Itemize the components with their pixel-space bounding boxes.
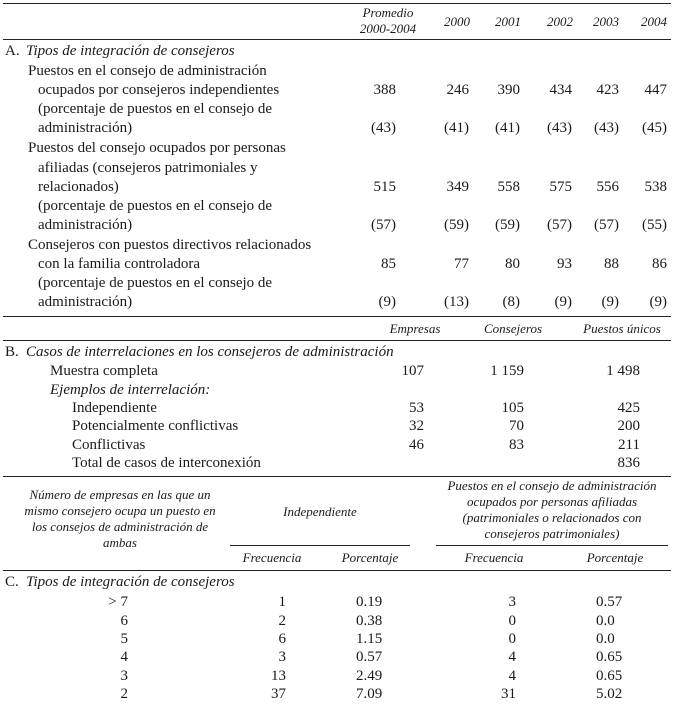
porcentaje-independiente: 1.15 — [356, 631, 383, 647]
interrelacion-label: Independiente — [72, 400, 157, 416]
porcentaje-afiliadas: 0.57 — [596, 594, 623, 610]
section-b-letter: B. — [5, 344, 19, 360]
porcentaje-independiente: 7.09 — [356, 686, 383, 702]
part1-value-cell: 434 — [549, 82, 572, 98]
row4-label-line1: (porcentaje de puestos en el consejo de — [38, 198, 273, 214]
interrelacion-label: Conflictivas — [72, 437, 146, 453]
part1-value-cell: 390 — [497, 82, 520, 98]
total-value: 836 — [617, 455, 640, 471]
row6-label-line1: (porcentaje de puestos en el consejo de — [38, 275, 273, 291]
frecuencia-independiente: 1 — [278, 594, 286, 610]
part1-value-cell: 88 — [604, 256, 619, 272]
row4-label-line2: administración) — [38, 217, 133, 233]
year-header-2002: 2002 — [547, 14, 573, 29]
part1-value-cell: 538 — [644, 179, 667, 195]
year-header-2000: 2000 — [444, 14, 470, 29]
interrelacion-empresas: 32 — [409, 418, 424, 434]
interrelacion-consejeros: 105 — [501, 400, 524, 416]
subheader-porcentaje-1: Porcentaje — [341, 550, 399, 565]
part1-value-cell: 80 — [505, 256, 520, 272]
count-label: 6 — [120, 613, 128, 629]
part1-value-cell: 246 — [446, 82, 469, 98]
part1-value-cell: (43) — [594, 120, 619, 136]
top-rule — [3, 3, 671, 4]
porcentaje-afiliadas: 5.02 — [596, 686, 623, 702]
porcentaje-independiente: 2.49 — [356, 668, 383, 684]
frecuencia-afiliadas: 3 — [508, 594, 516, 610]
group2-underline — [436, 545, 668, 546]
frecuencia-afiliadas: 4 — [508, 649, 516, 665]
part1-value-cell: (57) — [371, 217, 396, 233]
porcentaje-afiliadas: 0.0 — [596, 613, 615, 629]
muestra-empresas: 107 — [401, 363, 424, 379]
part1-value-cell: (57) — [547, 217, 572, 233]
header-independiente: Independiente — [283, 504, 357, 519]
part1-value-cell: (57) — [594, 217, 619, 233]
section-b-title: Casos de interrelaciones en los consejeros de administración — [26, 344, 394, 360]
row5-label-line2: con la familia controladora — [38, 256, 201, 272]
part1-value-cell: 349 — [446, 179, 469, 195]
interrelacion-consejeros: 70 — [509, 418, 524, 434]
porcentaje-afiliadas: 0.65 — [596, 668, 623, 684]
part3-header-rule — [3, 570, 671, 571]
part1-value-cell: (8) — [502, 294, 520, 310]
total-label: Total de casos de interconexión — [72, 455, 261, 471]
part1-value-cell: (59) — [495, 217, 520, 233]
header-puestos-unicos: Puestos únicos — [583, 321, 661, 336]
header-afiliadas: Puestos en el consejo de administración ocupados por personas afiliadas (patrimoniales o relacionados con consejeros patrimoniales) — [447, 478, 657, 541]
part1-value-cell: (9) — [378, 294, 396, 310]
part1-value-cell: 556 — [596, 179, 619, 195]
interrelacion-puestos: 425 — [617, 400, 640, 416]
count-label: > 7 — [108, 594, 128, 610]
row6-label-line2: administración) — [38, 294, 133, 310]
part1-value-cell: 558 — [497, 179, 520, 195]
ejemplos-label: Ejemplos de interrelación: — [50, 382, 211, 398]
part1-value-cell: (9) — [554, 294, 572, 310]
porcentaje-independiente: 0.57 — [356, 649, 383, 665]
part1-value-cell: 86 — [652, 256, 667, 272]
muestra-label: Muestra completa — [50, 363, 158, 379]
row5-label-line1: Consejeros con puestos directivos relacionados — [28, 237, 312, 253]
part1-value-cell: 447 — [644, 82, 667, 98]
part1-value-cell: 388 — [373, 82, 396, 98]
part2-bottom-rule — [3, 476, 671, 477]
year-header-2001: 2001 — [495, 14, 521, 29]
header-num-empresas: Número de empresas en las que un mismo consejero ocupa un puesto en los consejos de administración de ambas — [24, 487, 216, 550]
muestra-puestos: 1 498 — [606, 363, 640, 379]
year-header-2003: 2003 — [593, 14, 619, 29]
part1-value-cell: (41) — [495, 120, 520, 136]
part1-value-cell: 93 — [557, 256, 572, 272]
porcentaje-independiente: 0.38 — [356, 613, 383, 629]
frecuencia-afiliadas: 4 — [508, 668, 516, 684]
part1-value-cell: 575 — [549, 179, 572, 195]
interrelacion-puestos: 211 — [618, 437, 640, 453]
porcentaje-independiente: 0.19 — [356, 594, 383, 610]
part2-header-rule — [3, 340, 671, 341]
porcentaje-afiliadas: 0.0 — [596, 631, 615, 647]
row3-label-line1: Puestos del consejo ocupados por personas — [28, 140, 286, 156]
part1-header-rule — [3, 39, 671, 40]
avg-header-line1: Promedio — [362, 5, 414, 20]
part1-value-cell: (43) — [371, 120, 396, 136]
count-label: 4 — [120, 649, 128, 665]
frecuencia-afiliadas: 0 — [508, 631, 516, 647]
part1-value-cell: 423 — [596, 82, 619, 98]
header-consejeros: Consejeros — [483, 321, 543, 336]
part1-value-cell: (9) — [649, 294, 667, 310]
part1-value-cell: 77 — [454, 256, 469, 272]
part1-value-cell: (55) — [642, 217, 667, 233]
subheader-porcentaje-2: Porcentaje — [586, 550, 644, 565]
interrelacion-puestos: 200 — [617, 418, 640, 434]
subheader-frecuencia-2: Frecuencia — [464, 550, 524, 565]
avg-header — [352, 5, 424, 37]
row3-label-line2: afiliadas (consejeros patrimoniales y — [38, 160, 258, 176]
row3-label-line3: relacionados) — [38, 179, 119, 195]
part1-bottom-rule — [3, 316, 671, 317]
porcentaje-afiliadas: 0.65 — [596, 649, 623, 665]
part1-value-cell: (13) — [444, 294, 469, 310]
year-header-2004: 2004 — [641, 14, 667, 29]
row1-label-line1: Puestos en el consejo de administración — [28, 63, 267, 79]
part1-value-cell: 85 — [381, 256, 396, 272]
muestra-consejeros: 1 159 — [490, 363, 524, 379]
group1-underline — [230, 545, 410, 546]
count-label: 2 — [120, 686, 128, 702]
row1-label-line2: ocupados por consejeros independientes — [38, 82, 280, 98]
frecuencia-independiente: 3 — [278, 649, 286, 665]
row2-label-line1: (porcentaje de puestos en el consejo de — [38, 101, 273, 117]
count-label: 3 — [120, 668, 128, 684]
frecuencia-independiente: 6 — [278, 631, 286, 647]
section-a-title: Tipos de integración de consejeros — [26, 43, 235, 59]
header-empresas: Empresas — [389, 321, 441, 336]
frecuencia-independiente: 2 — [278, 613, 286, 629]
section-a-letter: A. — [5, 43, 20, 59]
frecuencia-independiente: 13 — [271, 668, 286, 684]
interrelacion-label: Potencialmente conflictivas — [72, 418, 239, 434]
frecuencia-afiliadas: 31 — [501, 686, 516, 702]
interrelacion-empresas: 53 — [409, 400, 424, 416]
part1-value-cell: (41) — [444, 120, 469, 136]
avg-header-line2: 2000-2004 — [359, 21, 417, 36]
part1-value-cell: (43) — [547, 120, 572, 136]
part1-value-cell: (59) — [444, 217, 469, 233]
subheader-frecuencia-1: Frecuencia — [242, 550, 302, 565]
interrelacion-consejeros: 83 — [509, 437, 524, 453]
count-label: 5 — [120, 631, 128, 647]
frecuencia-independiente: 37 — [271, 686, 286, 702]
row2-label-line2: administración) — [38, 120, 133, 136]
interrelacion-empresas: 46 — [409, 437, 424, 453]
section-c-letter: C. — [5, 574, 19, 590]
section-c-title: Tipos de integración de consejeros — [26, 574, 235, 590]
part1-value-cell: (45) — [642, 120, 667, 136]
part1-value-cell: (9) — [601, 294, 619, 310]
part1-value-cell: 515 — [373, 179, 396, 195]
frecuencia-afiliadas: 0 — [508, 613, 516, 629]
